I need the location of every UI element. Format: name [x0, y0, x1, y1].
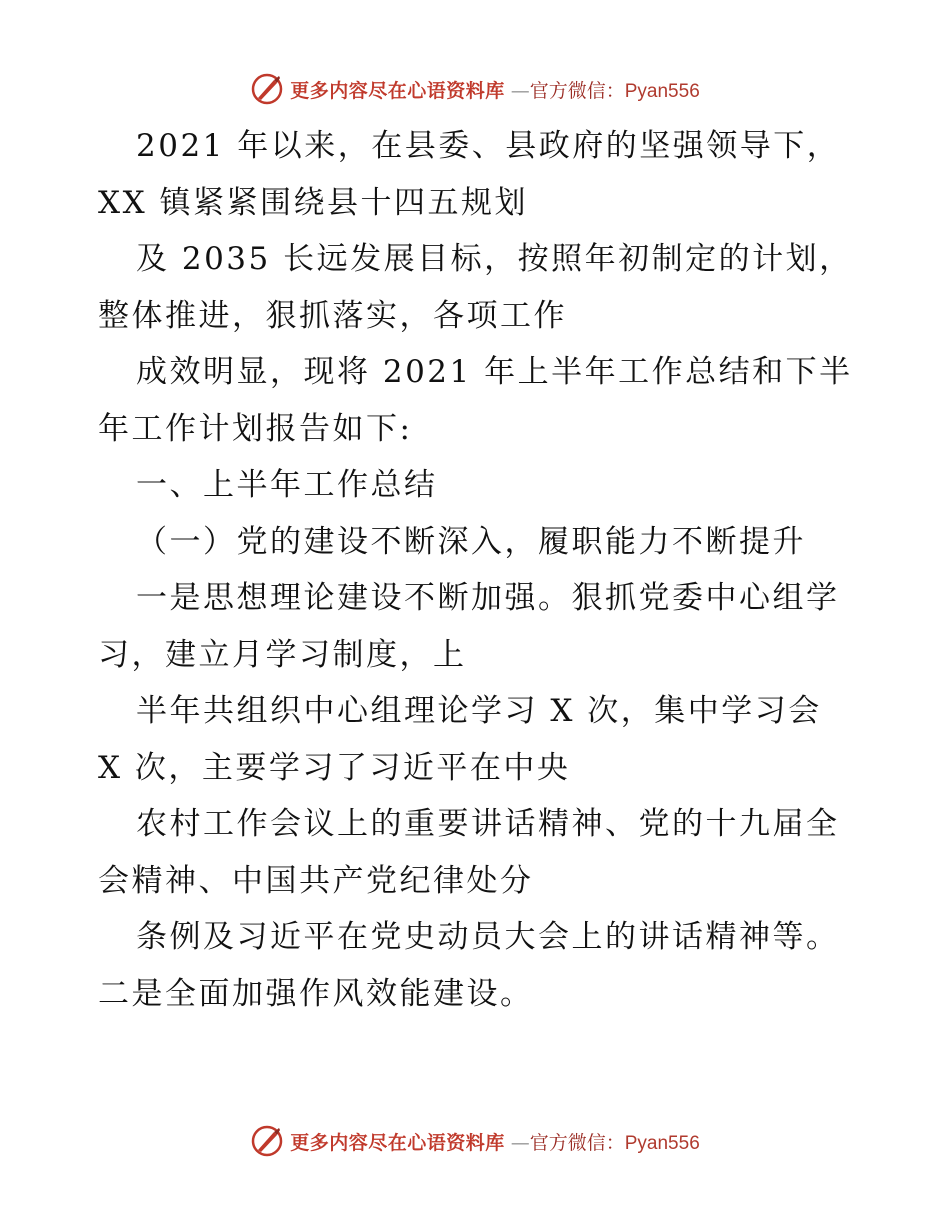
- watermark-footer: [0, 1124, 950, 1158]
- watermark-site-text: 更多内容尽在心语资料库: [290, 1131, 505, 1154]
- subsection-heading: （一）党的建设不断深入，履职能力不断提升: [136, 523, 806, 560]
- paragraph-line: 农村工作会议上的重要讲话精神、党的十九届全: [136, 806, 840, 842]
- paragraph-line: 会精神、中国共产党纪律处分: [98, 862, 534, 899]
- paragraph-line: 2021 年以来，在县委、县政府的坚强领导下，: [136, 128, 841, 164]
- paragraph-line: 习，建立月学习制度，上: [98, 636, 467, 673]
- paragraph-line: 半年共组织中心组理论学习 X 次，集中学习会: [136, 693, 822, 729]
- paragraph-line: X 次，主要学习了习近平在中央: [98, 749, 571, 786]
- watermark-contact: [511, 76, 700, 103]
- watermark-wechat-id: Pyan556: [624, 80, 700, 102]
- quill-pen-logo-icon: [250, 1124, 284, 1158]
- watermark-wechat-label: 官方微信：: [529, 1131, 625, 1154]
- watermark-separator: —: [510, 79, 530, 102]
- watermark-site-text: 更多内容尽在心语资料库: [290, 79, 505, 102]
- watermark-wechat-id: Pyan556: [624, 1132, 700, 1154]
- paragraph-line: 年工作计划报告如下:: [98, 410, 413, 447]
- paragraph-line: 及 2035 长远发展目标，按照年初制定的计划，: [136, 241, 853, 277]
- paragraph-line: 条例及习近平在党史动员大会上的讲话精神等。: [136, 919, 840, 955]
- document-body: [98, 118, 858, 1022]
- watermark-wechat-label: 官方微信：: [529, 79, 625, 102]
- quill-pen-logo-icon: [250, 72, 284, 106]
- paragraph-line: 二是全面加强作风效能建设。: [98, 975, 534, 1012]
- watermark-header: [0, 72, 950, 106]
- paragraph-line: 一是思想理论建设不断加强。狠抓党委中心组学: [136, 580, 840, 616]
- watermark-separator: —: [510, 1131, 530, 1154]
- watermark-contact: [511, 1128, 700, 1155]
- paragraph-line: 成效明显，现将 2021 年上半年工作总结和下半: [136, 354, 853, 390]
- section-heading: 一、上半年工作总结: [136, 467, 438, 503]
- paragraph-line: 整体推进，狠抓落实，各项工作: [98, 297, 567, 334]
- paragraph-line: XX 镇紧紧围绕县十四五规划: [98, 184, 528, 221]
